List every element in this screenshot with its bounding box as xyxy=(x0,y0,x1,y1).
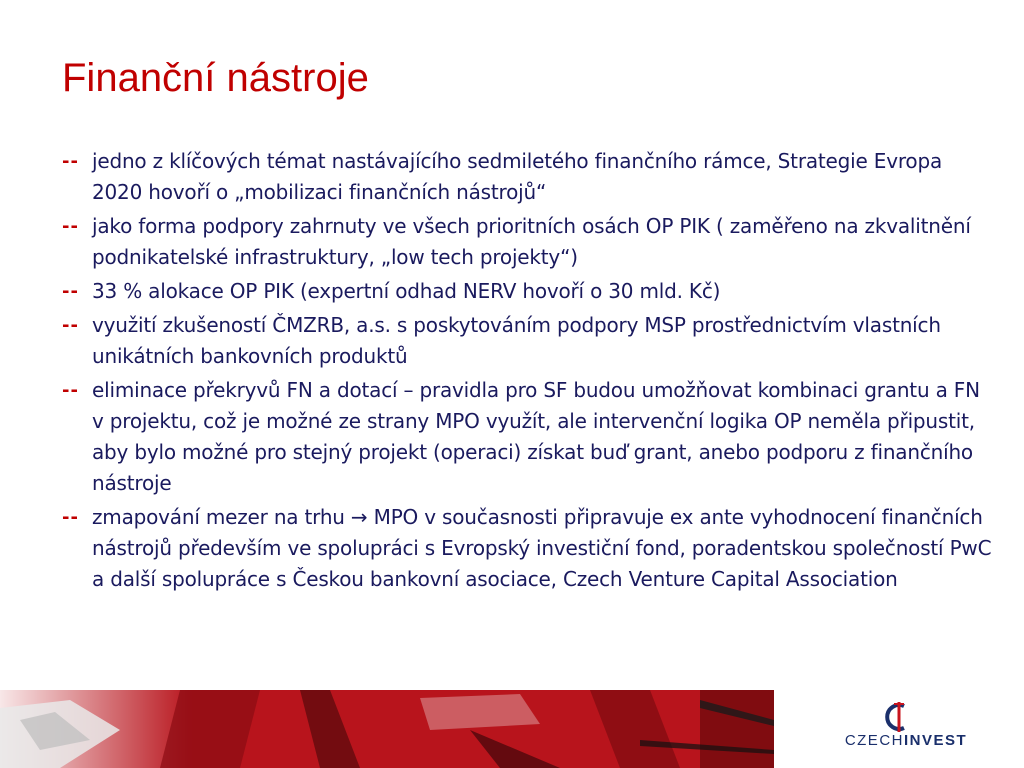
bullet-text: 33 % alokace OP PIK (expertní odhad NERV hovoří o 30 mld. Kč) xyxy=(92,279,721,303)
bullet-item xyxy=(62,502,992,595)
bullet-marker: -- xyxy=(62,380,79,401)
bullet-marker: -- xyxy=(62,151,79,172)
bullet-marker: -- xyxy=(62,507,79,528)
bullet-text: eliminace překryvů FN a dotací – pravidla pro SF budou umožňovat kombinaci grantu a FN v projektu, což je možné ze strany MPO využít, ale intervenční logika OP neměla připustit, aby bylo možné pro stejný projekt (operaci) získat buď grant, anebo podporu z finančního nástroje xyxy=(92,378,980,495)
logo-text-czech: CZECH xyxy=(844,732,904,749)
decorative-banner-image xyxy=(0,690,774,768)
bullet-marker: -- xyxy=(62,315,79,336)
logo-text-invest: INVEST xyxy=(903,732,968,749)
bullet-item xyxy=(62,211,992,273)
bullet-item xyxy=(62,310,992,372)
slide-title: Finanční nástroje xyxy=(62,56,369,100)
bullet-item xyxy=(62,146,992,208)
bullet-text: zmapování mezer na trhu → MPO v současnosti připravuje ex ante vyhodnocení finančních nástrojů především ve spolupráci s Evropský investiční fond, poradentskou společností PwC a další spolupráce s Českou bankovní asociace, Czech Venture Capital Association xyxy=(92,505,992,591)
bullet-list xyxy=(62,146,992,598)
czechinvest-logo-mark-icon xyxy=(882,700,916,734)
bullet-text: využití zkušeností ČMZRB, a.s. s poskytováním podpory MSP prostřednictvím vlastních unikátních bankovních produktů xyxy=(92,313,941,368)
bullet-text: jako forma podpory zahrnuty ve všech prioritních osách OP PIK ( zaměřeno na zkvalitnění podnikatelské infrastruktury, „low tech projekty“) xyxy=(92,214,971,269)
banner-graphic xyxy=(0,690,774,768)
bullet-text: jedno z klíčových témat nastávajícího sedmiletého finančního rámce, Strategie Evropa 2020 hovoří o „mobilizaci finančních nástrojů“ xyxy=(92,149,943,204)
bullet-marker: -- xyxy=(62,281,79,302)
bullet-item xyxy=(62,276,992,307)
bullet-marker: -- xyxy=(62,216,79,237)
bullet-item xyxy=(62,375,992,499)
logo-wordmark xyxy=(836,732,976,749)
czechinvest-logo xyxy=(836,700,976,760)
